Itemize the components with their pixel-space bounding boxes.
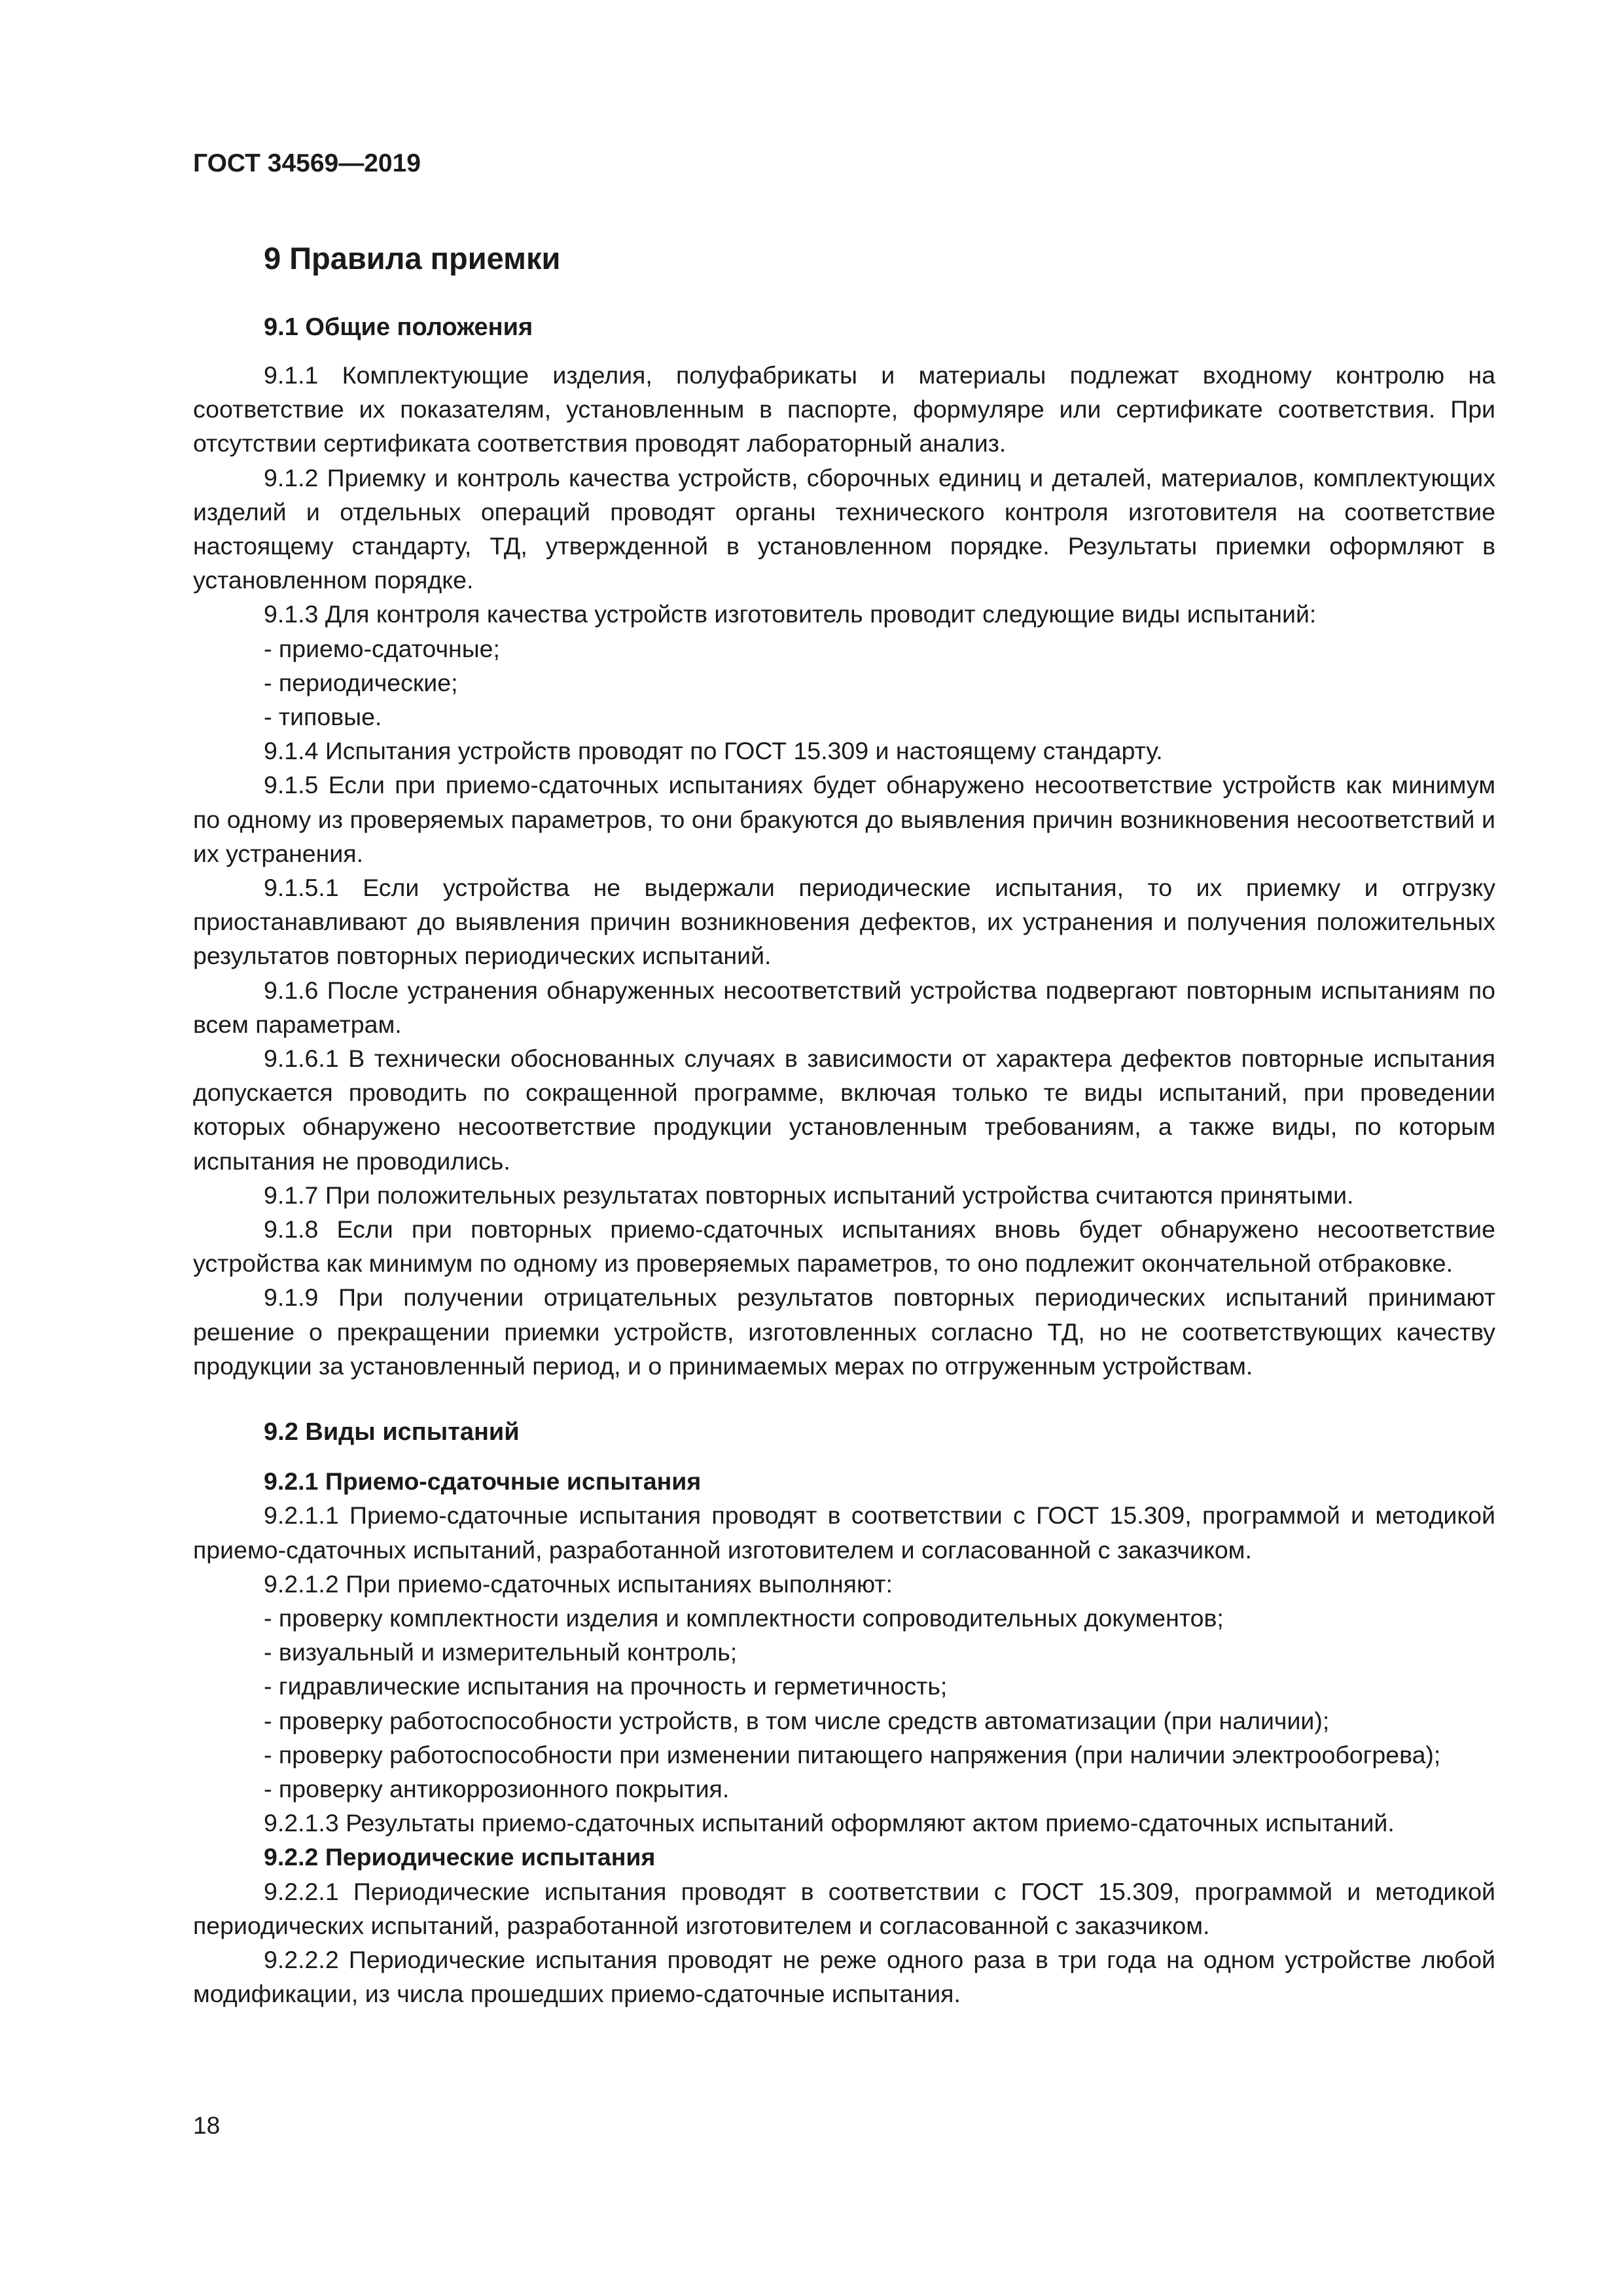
section-title: 9 Правила приемки [264, 241, 561, 276]
list-item: - проверку комплектности изделия и комплектности сопроводительных документов; [264, 1604, 1224, 1632]
paragraph-9-1-7: 9.1.7 При положительных результатах повторных испытаний устройства считаются принятыми. [264, 1181, 1354, 1209]
list-item: - проверку работоспособности устройств, в том числе средств автоматизации (при наличии); [264, 1706, 1330, 1734]
section-9-1-body [193, 358, 1495, 1383]
list-item: - периодические; [264, 668, 458, 696]
document-code: ГОСТ 34569—2019 [193, 149, 421, 177]
paragraph-9-1-5: 9.1.5 Если при приемо-сдаточных испытаниях будет обнаружено несоответствие устройств как минимум по одному из проверяемых параметров, то они бракуются до выявления причин возникновения несоответствий и их устранения. [193, 771, 1495, 867]
paragraph-9-1-6-1: 9.1.6.1 В технически обоснованных случаях в зависимости от характера дефектов повторные испытания допускается проводить по сокращенной программе, включая только те виды испытаний, при проведении которых обнаружено несоответствие продукции установленным требованиям, а также виды, по которым испытания не проводились. [193, 1045, 1495, 1175]
subsubsection-title-9-2-1: 9.2.1 Приемо-сдаточные испытания [264, 1467, 702, 1496]
subsection-title-9-1: 9.1 Общие положения [264, 314, 533, 341]
paragraph-9-1-2: 9.1.2 Приемку и контроль качества устройств, сборочных единиц и деталей, материалов, комплектующих изделий и отдельных операций проводят органы технического контроля изготовителя на соответствие настоящему стандарту, ТД, утвержденной в установленном порядке. Результаты приемки оформляют в установленном порядке. [193, 463, 1495, 594]
paragraph-9-1-9: 9.1.9 При получении отрицательных результатов повторных периодических испытаний принимают решение о прекращении приемки устройств, изготовленных согласно ТД, но не соответствующих качеству продукции за установленный период, и о принимаемых мерах по отгруженным устройствам. [193, 1283, 1495, 1380]
list-item: - проверку антикоррозионного покрытия. [264, 1774, 730, 1803]
paragraph-9-2-2-2: 9.2.2.2 Периодические испытания проводят не реже одного раза в три года на одном устройстве любой модификации, из числа прошедших приемо-сдаточные испытания. [193, 1945, 1495, 2008]
paragraph-9-1-5-1: 9.1.5.1 Если устройства не выдержали периодические испытания, то их приемку и отгрузку приостанавливают до выявления причин возникновения дефектов, их устранения и получения положительных результатов повторных периодических испытаний. [193, 874, 1495, 970]
paragraph-9-1-6: 9.1.6 После устранения обнаруженных несоответствий устройства подвергают повторным испытаниям по всем параметрам. [193, 976, 1495, 1038]
page-number: 18 [193, 2112, 221, 2139]
paragraph-9-2-1-1: 9.2.1.1 Приемо-сдаточные испытания проводят в соответствии с ГОСТ 15.309, программой и методикой приемо-сдаточных испытаний, разработанной изготовителем и согласованной с заказчиком. [193, 1501, 1495, 1564]
subsection-title-9-2: 9.2 Виды испытаний [264, 1418, 520, 1446]
paragraph-9-1-4: 9.1.4 Испытания устройств проводят по ГОСТ 15.309 и настоящему стандарту. [264, 737, 1163, 765]
paragraph-9-2-1-2: 9.2.1.2 При приемо-сдаточных испытаниях выполняют: [264, 1570, 893, 1598]
list-item: - гидравлические испытания на прочность и герметичность; [264, 1672, 948, 1700]
paragraph-9-2-1-3: 9.2.1.3 Результаты приемо-сдаточных испытаний оформляют актом приемо-сдаточных испытаний. [264, 1809, 1395, 1837]
subsubsection-title-9-2-2: 9.2.2 Периодические испытания [264, 1843, 656, 1871]
list-item: - типовые. [264, 703, 382, 731]
list-item: - визуальный и измерительный контроль; [264, 1638, 738, 1666]
paragraph-9-2-2-1: 9.2.2.1 Периодические испытания проводят в соответствии с ГОСТ 15.309, программой и методикой периодических испытаний, разработанной изготовителем и согласованной с заказчиком. [193, 1877, 1495, 1939]
list-item: - приемо-сдаточные; [264, 634, 500, 662]
paragraph-9-1-8: 9.1.8 Если при повторных приемо-сдаточных испытаниях вновь будет обнаружено несоответствие устройства как минимум по одному из проверяемых параметров, то оно подлежит окончательной отбраковке. [193, 1215, 1495, 1278]
paragraph-9-1-3: 9.1.3 Для контроля качества устройств изготовитель проводит следующие виды испытаний: [264, 600, 1317, 628]
paragraph-9-1-1: 9.1.1 Комплектующие изделия, полуфабрикаты и материалы подлежат входному контролю на соответствие их показателям, установленным в паспорте, формуляре или сертификате соответствия. При отсутствии сертификата соответствия проводят лабораторный анализ. [193, 361, 1495, 457]
section-9-2-body [193, 1464, 1495, 2011]
list-item: - проверку работоспособности при изменении питающего напряжения (при наличии электрообогрева); [264, 1740, 1441, 1768]
document-page [193, 147, 1495, 2011]
